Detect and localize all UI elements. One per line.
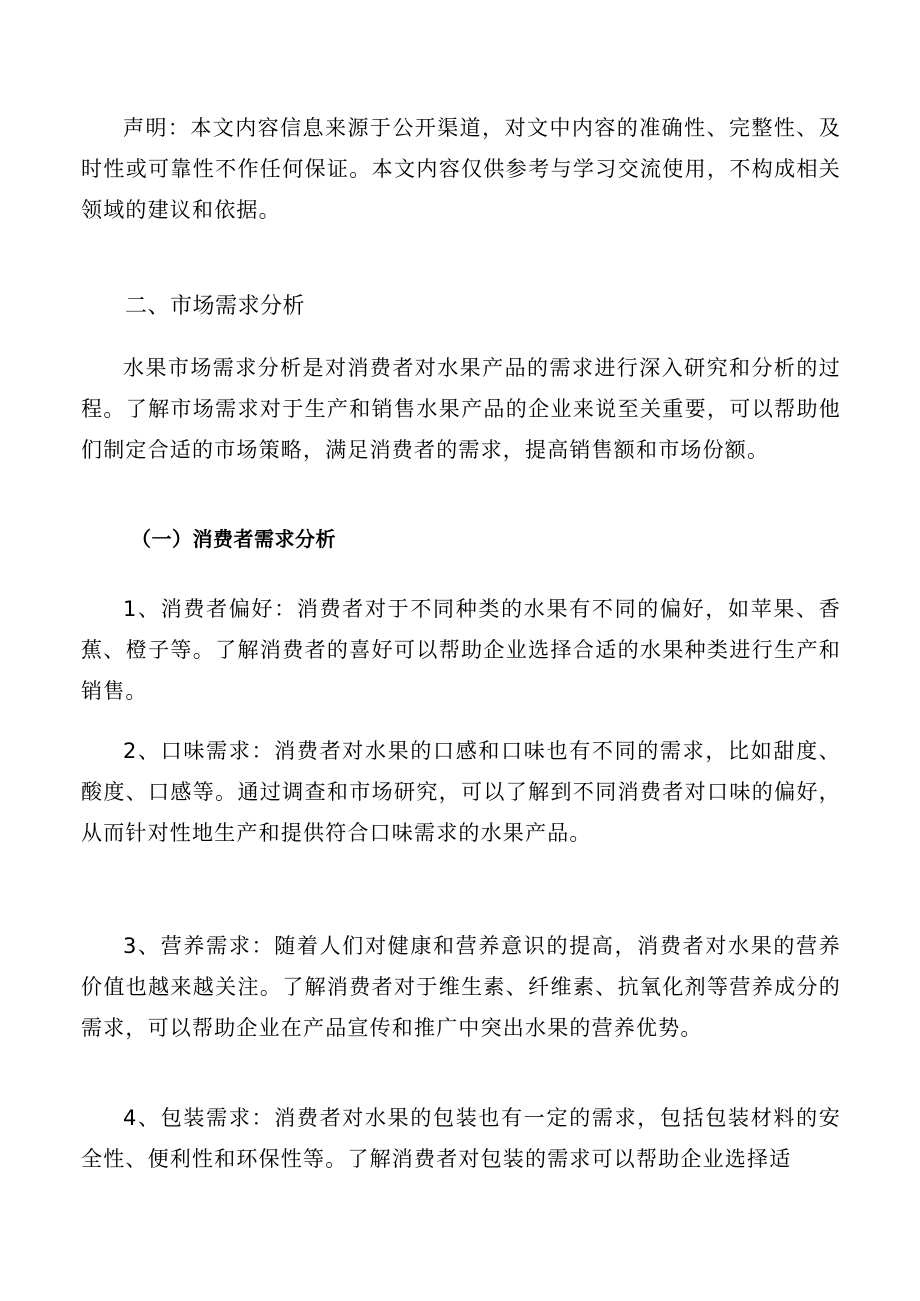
subsection-heading: （一）消费者需求分析 <box>131 527 336 551</box>
intro-paragraph: 水果市场需求分析是对消费者对水果产品的需求进行深入研究和分析的过程。了解市场需求对于生产和销售水果产品的企业来说至关重要，可以帮助他们制定合适的市场策略，满足消费者的需求，提高销售额和市场份额。 <box>81 356 841 462</box>
list-item-nutrition: 3、营养需求：随着人们对健康和营养意识的提高，消费者对水果的营养价值也越来越关注。了解消费者对于维生素、纤维素、抗氧化剂等营养成分的需求，可以帮助企业在产品宣传和推广中突出水果的营养优势。 <box>81 934 841 1040</box>
list-item-preference: 1、消费者偏好：消费者对于不同种类的水果有不同的偏好，如苹果、香蕉、橙子等。了解消费者的喜好可以帮助企业选择合适的水果种类进行生产和销售。 <box>81 597 841 703</box>
disclaimer-paragraph: 声明：本文内容信息来源于公开渠道，对文中内容的准确性、完整性、及时性或可靠性不作任何保证。本文内容仅供参考与学习交流使用，不构成相关领域的建议和依据。 <box>81 116 841 222</box>
list-item-packaging: 4、包装需求：消费者对水果的包装也有一定的需求，包括包装材料的安全性、便利性和环保性等。了解消费者对包装的需求可以帮助企业选择适 <box>81 1106 841 1171</box>
list-item-taste: 2、口味需求：消费者对水果的口感和口味也有不同的需求，比如甜度、酸度、口感等。通过调查和市场研究，可以了解到不同消费者对口味的偏好，从而针对性地生产和提供符合口味需求的水果产品。 <box>81 739 841 845</box>
section-heading: 二、市场需求分析 <box>125 294 306 319</box>
